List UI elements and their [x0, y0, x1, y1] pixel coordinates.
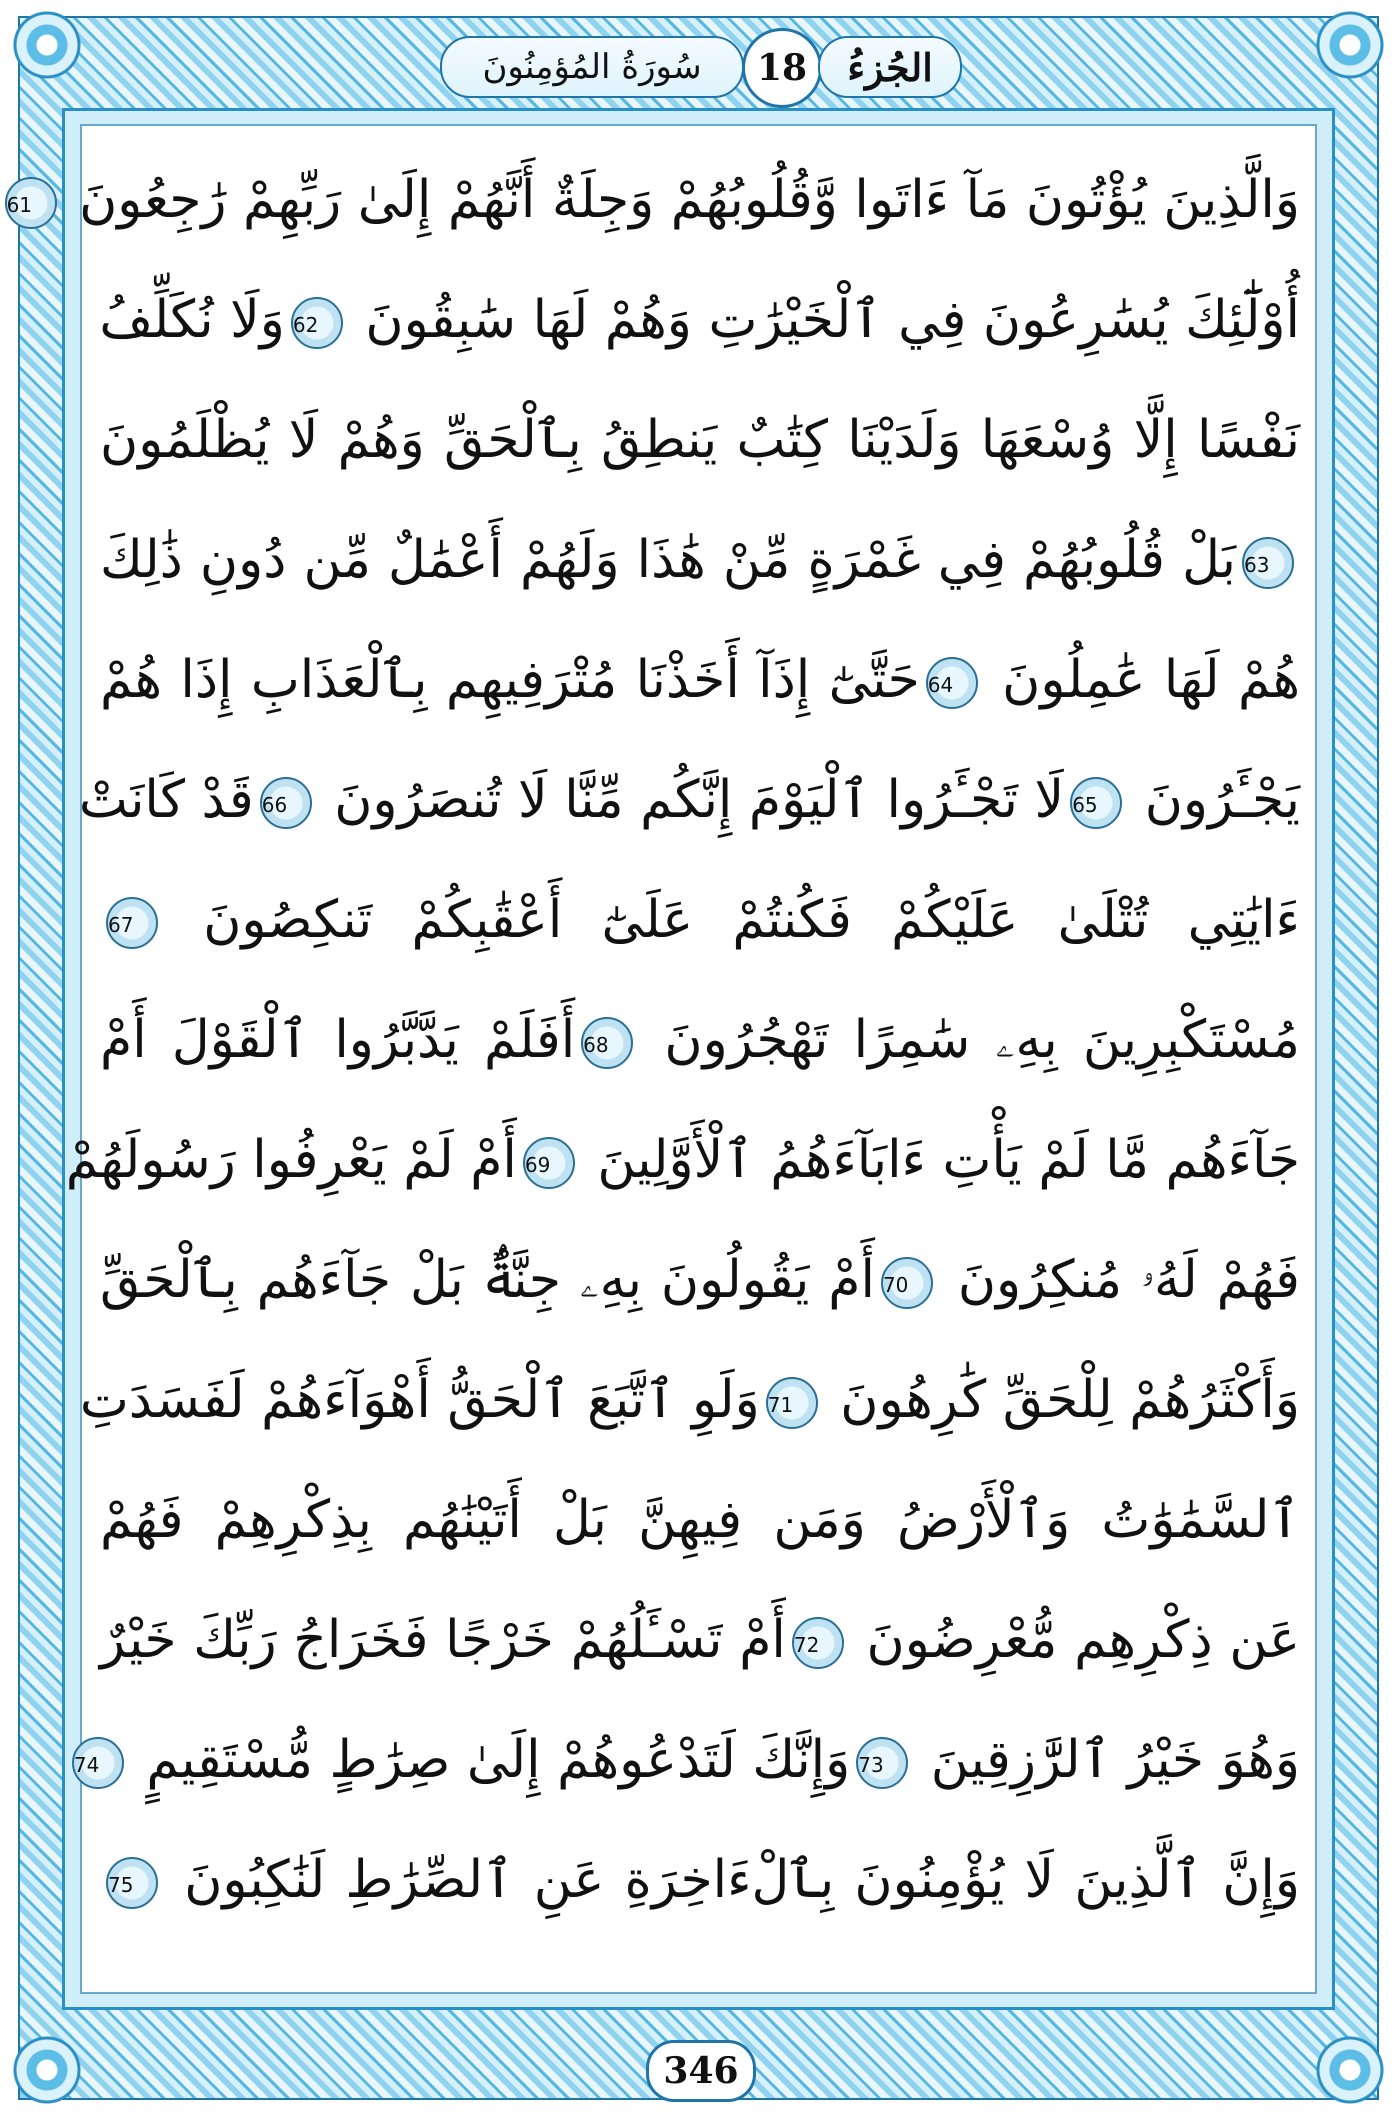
verse-text: وَلَوِ ٱتَّبَعَ ٱلْحَقُّ أَهْوَآءَهُمْ لَفَسَدَتِ — [79, 1370, 760, 1430]
ayah-marker-icon: 73 — [856, 1737, 908, 1789]
text-line — [100, 1590, 1300, 1690]
text-line — [79, 1350, 1300, 1450]
text-line — [100, 990, 1300, 1090]
ayah-marker-icon: 62 — [291, 297, 343, 349]
text-line — [100, 1230, 1300, 1330]
verse-text: عَن ذِكْرِهِم مُّعْرِضُونَ — [849, 1610, 1300, 1670]
verse-text: أَمْ لَمْ يَعْرِفُوا رَسُولَهُمْ — [65, 1130, 517, 1190]
ayah-marker-icon: 65 — [1070, 777, 1122, 829]
text-line — [100, 1470, 1300, 1570]
verse-text: مُسْتَكْبِرِينَ بِهِۦ سَٰمِرًا تَهْجُرُونَ — [639, 1010, 1301, 1070]
ayah-marker-icon: 71 — [766, 1377, 818, 1429]
juz-label: الجُزءُ — [818, 36, 962, 98]
text-line — [100, 1830, 1300, 1930]
text-line — [65, 1110, 1300, 1210]
ayah-marker-icon: 67 — [106, 897, 158, 949]
ayah-marker-icon: 70 — [881, 1257, 933, 1309]
juz-number: 18 — [742, 28, 822, 108]
text-line — [6, 150, 1300, 250]
surah-name: سُورَةُ المُؤمِنُونَ — [440, 36, 744, 98]
verse-text: فَهُمْ لَهُۥ مُنكِرُونَ — [938, 1250, 1300, 1310]
quran-text — [6, 140, 1301, 1980]
text-line — [78, 750, 1300, 850]
verse-text: وَإِنَّكَ لَتَدْعُوهُمْ إِلَىٰ صِرَٰطٍ مُّسْتَقِيمٍ — [129, 1730, 851, 1790]
verse-text: وَالَّذِينَ يُؤْتُونَ مَآ ءَاتَوا وَّقُلُوبُهُمْ وَجِلَةٌ أَنَّهُمْ إِلَىٰ رَبِّهِمْ رَٰجِعُونَ — [62, 170, 1300, 230]
verse-text: حَتَّىٰٓ إِذَآ أَخَذْنَا مُتْرَفِيهِم بِٱلْعَذَابِ إِذَا هُمْ — [100, 650, 920, 710]
verse-text: جَآءَهُم مَّا لَمْ يَأْتِ ءَابَآءَهُمُ ٱلْأَوَّلِينَ — [580, 1130, 1300, 1190]
verse-text: ءَايَٰتِي تُتْلَىٰ عَلَيْكُمْ فَكُنتُمْ عَلَىٰٓ أَعْقَٰبِكُمْ تَنكِصُونَ — [164, 890, 1300, 950]
ayah-marker-icon: 75 — [106, 1857, 158, 1909]
corner-ornament-icon — [1315, 2035, 1385, 2105]
corner-ornament-icon — [12, 2035, 82, 2105]
corner-ornament-icon — [12, 10, 82, 80]
verse-text: وَهُوَ خَيْرُ ٱلرَّٰزِقِينَ — [914, 1730, 1300, 1790]
ayah-marker-icon: 61 — [5, 177, 57, 229]
verse-text: أُوْلَٰٓئِكَ يُسَٰرِعُونَ فِي ٱلْخَيْرَٰتِ وَهُمْ لَهَا سَٰبِقُونَ — [348, 290, 1300, 350]
verse-text: نَفْسًا إِلَّا وُسْعَهَا وَلَدَيْنَا كِتَٰبٌ يَنطِقُ بِٱلْحَقِّ وَهُمْ لَا يُظْلَمُونَ — [100, 410, 1300, 470]
verse-text: هُمْ لَهَا عَٰمِلُونَ — [983, 650, 1300, 710]
verse-text: لَا تَجْـَٔرُوا ٱلْيَوْمَ إِنَّكُم مِّنَّا لَا تُنصَرُونَ — [317, 770, 1065, 830]
text-line — [100, 630, 1300, 730]
verse-text: قَدْ كَانَتْ — [78, 770, 254, 830]
ayah-marker-icon: 66 — [260, 777, 312, 829]
text-line — [100, 270, 1300, 370]
ayah-marker-icon: 63 — [1242, 537, 1294, 589]
verse-text: وَأَكْثَرُهُمْ لِلْحَقِّ كَٰرِهُونَ — [823, 1370, 1300, 1430]
ayah-marker-icon: 64 — [926, 657, 978, 709]
ayah-marker-icon: 72 — [792, 1617, 844, 1669]
corner-ornament-icon — [1315, 10, 1385, 80]
verse-text: وَإِنَّ ٱلَّذِينَ لَا يُؤْمِنُونَ بِٱلْءَاخِرَةِ عَنِ ٱلصِّرَٰطِ لَنَٰكِبُونَ — [164, 1850, 1300, 1910]
page-number: 346 — [646, 2040, 756, 2102]
verse-text: يَجْـَٔرُونَ — [1128, 770, 1300, 830]
verse-text: أَمْ يَقُولُونَ بِهِۦ جِنَّةٌۢ بَلْ جَآءَهُم بِٱلْحَقِّ — [100, 1250, 875, 1310]
verse-text: أَفَلَمْ يَدَّبَّرُوا ٱلْقَوْلَ أَمْ — [100, 1010, 576, 1070]
text-line — [73, 1710, 1300, 1810]
text-line — [100, 870, 1300, 970]
verse-text: أَمْ تَسْـَٔلُهُمْ خَرْجًا فَخَرَاجُ رَبِّكَ خَيْرٌ — [100, 1610, 786, 1670]
verse-text: وَلَا نُكَلِّفُ — [99, 290, 285, 350]
text-line — [100, 510, 1300, 610]
verse-text: ٱلسَّمَٰوَٰتُ وَٱلْأَرْضُ وَمَن فِيهِنَّ بَلْ أَتَيْنَٰهُم بِذِكْرِهِمْ فَهُمْ — [100, 1490, 1300, 1550]
verse-text: بَلْ قُلُوبُهُمْ فِي غَمْرَةٍ مِّنْ هَٰذَا وَلَهُمْ أَعْمَٰلٌ مِّن دُونِ ذَٰلِكَ — [100, 530, 1236, 590]
page-header — [440, 26, 960, 108]
ayah-marker-icon: 68 — [581, 1017, 633, 1069]
ayah-marker-icon: 69 — [523, 1137, 575, 1189]
text-line — [100, 390, 1300, 490]
ayah-marker-icon: 74 — [72, 1737, 124, 1789]
